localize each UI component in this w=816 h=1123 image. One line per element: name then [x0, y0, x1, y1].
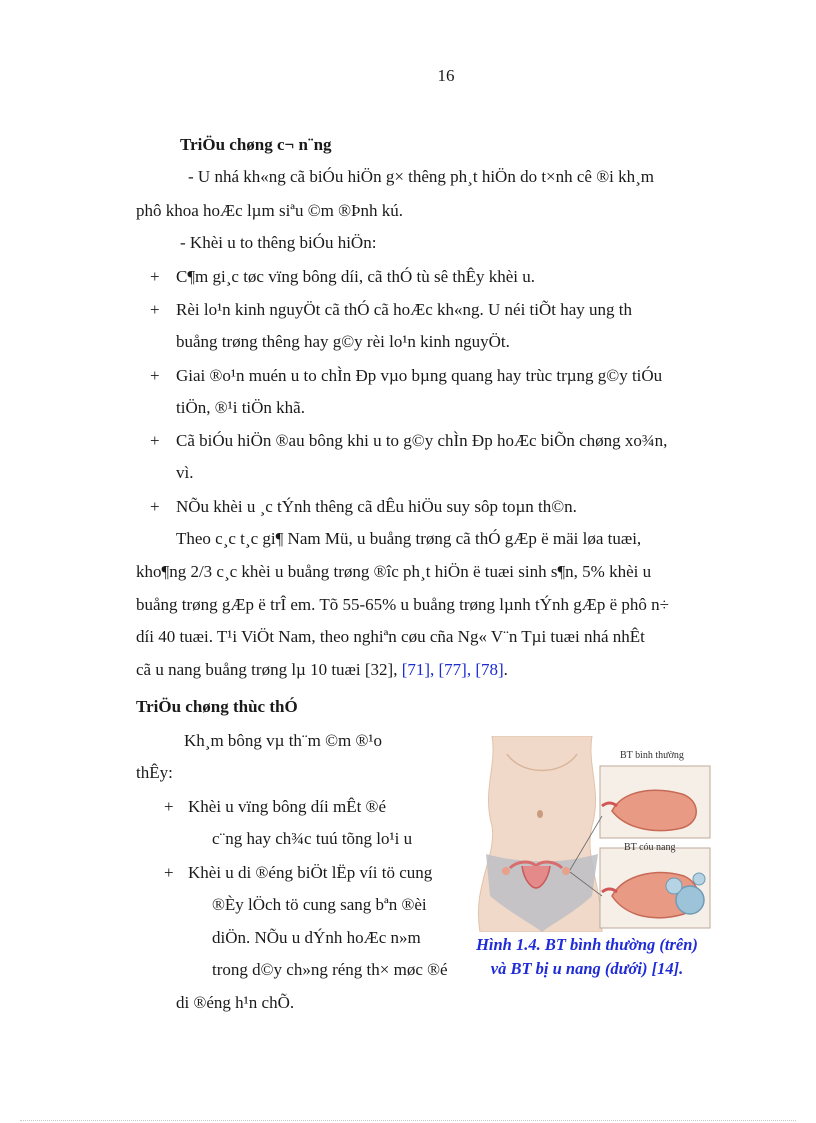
- section-heading-symptoms: TriÖu chøng c¬ n¨ng: [180, 135, 332, 154]
- text-line: phô khoa hoÆc lµm siªu ©m ®Þnh kú.: [136, 201, 403, 220]
- text-line: thÊy:: [136, 763, 173, 782]
- text-line: - Khèi u to thêng biÓu hiÖn:: [180, 233, 377, 252]
- section-heading-physical-signs: TriÖu chøng thùc thÓ: [136, 697, 298, 716]
- bullet-plus: +: [150, 300, 160, 319]
- paragraph-line: kho¶ng 2/3 c¸c khèi u buång trøng ®îc ph¸t hiÖn ë tuæi sinh s¶n, 5% khèi u: [136, 562, 652, 581]
- bullet-plus: +: [150, 497, 160, 516]
- paragraph-line: Theo c¸c t¸c gi¶ Nam Mü, u buång trøng cã thÓ gÆp ë mäi løa tuæi,: [176, 529, 642, 548]
- bullet-text: Khèi u vïng bông díi mÊt ®é: [188, 797, 387, 816]
- bullet-plus: +: [150, 366, 160, 385]
- caption-line: và BT bị u nang (dưới) [14].: [490, 959, 684, 978]
- text-run: .: [503, 660, 508, 679]
- bullet-text: c¨ng hay ch¾c tuú tõng lo¹i u: [212, 829, 413, 848]
- bullet-plus: +: [164, 863, 174, 882]
- citation-refs[interactable]: [71], [77], [78]: [401, 660, 504, 679]
- bullet-text: Giai ®o¹n muén u to chÌn Ðp vµo bµng quang hay trùc trµng g©y tiÓu: [176, 366, 663, 385]
- label-normal-ovary: BT bình thường: [620, 750, 684, 761]
- anatomy-illustration: [452, 736, 714, 932]
- bullet-text: tiÖn, ®¹i tiÖn khã.: [176, 398, 305, 417]
- bullet-plus: +: [150, 267, 160, 286]
- bullet-text: Rèi lo¹n kinh nguyÖt cã thÓ cã hoÆc kh«ng. U néi tiÕt hay ung th: [176, 300, 633, 319]
- label-cyst-ovary: BT cóu nang: [624, 842, 676, 853]
- paragraph-line: buång trøng gÆp ë trÎ em. Tõ 55-65% u buång trøng lµnh tÝnh gÆp ë phô n÷: [136, 595, 669, 614]
- paragraph-line: [136, 166, 740, 188]
- figure-caption: [452, 933, 722, 981]
- bullet-plus: +: [164, 797, 174, 816]
- bullet-text: ®Èy lÖch tö cung sang bªn ®èi: [212, 895, 427, 914]
- figure-ovary-illustration: [452, 736, 714, 932]
- bullet-text: Cã biÓu hiÖn ®au bông khi u to g©y chÌn Ðp hoÆc biÕn chøng xo¾n,: [176, 431, 668, 450]
- page-number: 16: [437, 66, 455, 85]
- bullet-text: diÖn. NÕu u dÝnh hoÆc n»m: [212, 928, 421, 947]
- text-run: cã u nang buång trøng lµ 10 tuæi [32],: [136, 660, 402, 679]
- bullet-text: NÕu khèi u ¸c tÝnh thêng cã dÊu hiÖu suy sôp toµn th©n.: [176, 497, 577, 516]
- bullet-text: buång trøng thêng hay g©y rèi lo¹n kinh nguyÖt.: [176, 332, 510, 351]
- bullet-text: C¶m gi¸c tøc vïng bông díi, cã thÓ tù sê thÊy khèi u.: [176, 267, 535, 286]
- paragraph-line: díi 40 tuæi. T¹i ViÖt Nam, theo nghiªn cøu cña Ng« V¨n Tµi tuæi nhá nhÊt: [136, 627, 645, 646]
- paragraph-line: [136, 659, 508, 681]
- text-line: Kh¸m bông vµ th¨m ©m ®¹o: [184, 731, 382, 750]
- bullet-text: trong d©y ch»ng réng th× møc ®é: [212, 960, 448, 979]
- bullet-text: di ®éng h¹n chÕ.: [176, 993, 295, 1012]
- text-line: - U nhá kh«ng cã biÓu hiÖn g× thêng ph¸t hiÖn do t×nh cê ®i kh¸m: [188, 167, 654, 186]
- bullet-text: Khèi u di ®éng biÖt lËp víi tö cung: [188, 863, 433, 882]
- bullet-text: vì.: [176, 463, 194, 482]
- page-bottom-divider: [20, 1120, 796, 1122]
- caption-line: Hình 1.4. BT bình thường (trên): [476, 935, 698, 954]
- bullet-plus: +: [150, 431, 160, 450]
